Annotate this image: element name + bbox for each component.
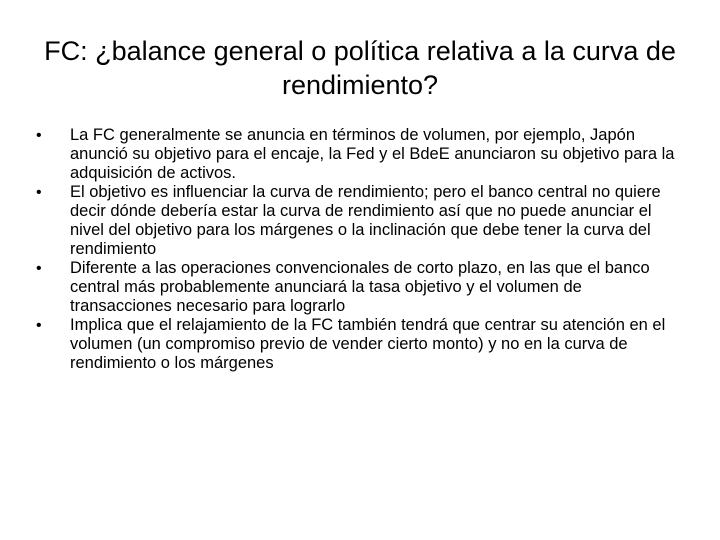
slide-title: FC: ¿balance general o política relativa a la curva de rendimiento? — [44, 36, 676, 100]
bullet-list — [36, 126, 684, 373]
bullet-icon: • — [36, 260, 42, 277]
bullet-icon: • — [36, 184, 42, 201]
bullet-text: La FC generalmente se anuncia en términos de volumen, por ejemplo, Japón anunció su objetivo para el encaje, la Fed y el BdeE anunciaron su objetivo para la adquisición de activos. — [70, 126, 675, 182]
bullet-text: El objetivo es influenciar la curva de rendimiento; pero el banco central no quiere decir dónde debería estar la curva de rendimiento así que no puede anunciar el nivel del objetivo para los márgenes o la inclinación que debe tener la curva del rendimiento — [70, 183, 661, 258]
list-item — [36, 316, 684, 373]
bullet-text: Diferente a las operaciones convencionales de corto plazo, en las que el banco central más probablemente anunciará la tasa objetivo y el volumen de transacciones necesario para lograrlo — [70, 259, 650, 315]
bullet-icon: • — [36, 317, 42, 334]
bullet-text: Implica que el relajamiento de la FC también tendrá que centrar su atención en el volumen (un compromiso previo de vender cierto monto) y no en la curva de rendimiento o los márgenes — [70, 316, 666, 372]
list-item — [36, 259, 684, 316]
bullet-icon: • — [36, 127, 42, 144]
list-item — [36, 126, 684, 183]
list-item — [36, 183, 684, 259]
